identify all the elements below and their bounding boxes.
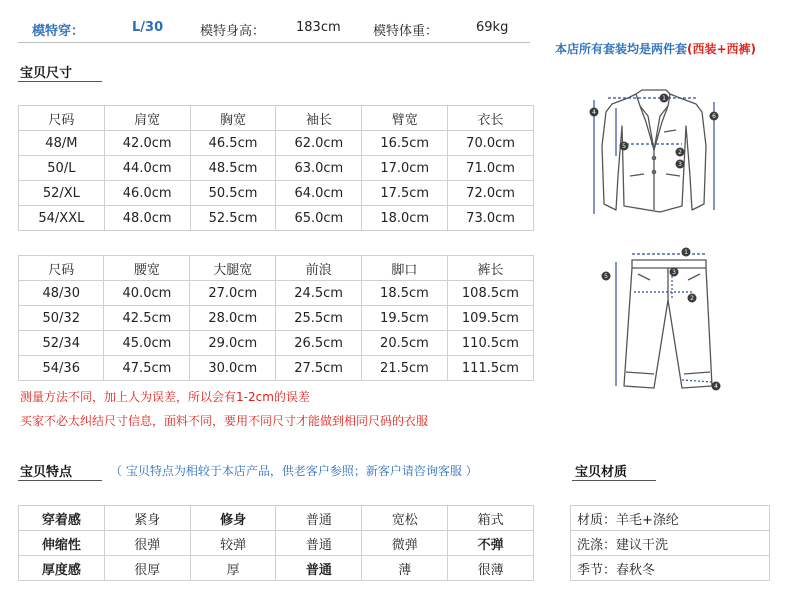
model-wear-label: 模特穿： [32, 24, 85, 39]
pants-marker-1: 1 [684, 249, 688, 256]
table-cell: 50.5cm [190, 181, 276, 206]
table-cell: 18.0cm [362, 206, 448, 231]
table-cell: 62.0cm [276, 131, 362, 156]
material-cell: 季节：春秋冬 [571, 556, 770, 581]
material-cell: 洗涤：建议干洗 [571, 531, 770, 556]
feature-option: 宽松 [362, 506, 448, 531]
table-cell: 48/M [19, 131, 105, 156]
table-cell: 64.0cm [276, 181, 362, 206]
header-cell: 胸宽 [190, 106, 276, 131]
features-section-title: 宝贝特点 [20, 465, 73, 480]
header-cell: 臂宽 [362, 106, 448, 131]
table-cell: 50/L [19, 156, 105, 181]
table-cell: 27.0cm [190, 281, 276, 306]
model-weight-label: 模特体重： [373, 24, 439, 39]
jacket-row [19, 181, 534, 206]
material-cell: 材质：羊毛+涤纶 [571, 506, 770, 531]
feature-label: 厚度感 [19, 556, 105, 581]
jacket-marker-6: 6 [712, 113, 716, 120]
jacket-marker-1: 1 [662, 95, 666, 102]
feature-option: 不弹 [448, 531, 534, 556]
jacket-row [19, 156, 534, 181]
trousers-diagram [594, 240, 730, 396]
table-cell: 26.5cm [276, 331, 362, 356]
pants-row [19, 281, 534, 306]
jacket-marker-3: 3 [678, 161, 682, 168]
header-cell: 裤长 [447, 256, 533, 281]
table-cell: 65.0cm [276, 206, 362, 231]
feature-option: 普通 [276, 506, 362, 531]
table-cell: 44.0cm [104, 156, 190, 181]
pants-marker-4: 4 [714, 383, 718, 390]
feature-option: 箱式 [448, 506, 534, 531]
table-cell: 71.0cm [448, 156, 534, 181]
pants-row-header [19, 256, 534, 281]
header-cell: 袖长 [276, 106, 362, 131]
model-height-label: 模特身高： [200, 24, 266, 39]
header-cell: 腰宽 [104, 256, 190, 281]
table-cell: 46.5cm [190, 131, 276, 156]
pants-marker-2: 2 [690, 295, 694, 302]
pants-marker-5: 5 [604, 273, 608, 280]
feature-option: 普通 [276, 531, 362, 556]
pants-row [19, 331, 534, 356]
feature-option: 薄 [362, 556, 448, 581]
feature-option: 紧身 [104, 506, 190, 531]
table-cell: 20.5cm [362, 331, 448, 356]
table-cell: 27.5cm [276, 356, 362, 381]
model-info-bar [18, 14, 530, 43]
table-cell: 52/34 [19, 331, 104, 356]
table-cell: 45.0cm [104, 331, 190, 356]
features-note: （ 宝贝特点为相较于本店产品，供老客户参照；新客户请咨询客服 ） [110, 464, 478, 478]
jacket-row [19, 131, 534, 156]
measure-warning-1: 测量方法不同，加上人为误差，所以会有1-2cm的误差 [20, 390, 310, 404]
header-cell: 尺码 [19, 106, 105, 131]
table-cell: 47.5cm [104, 356, 190, 381]
size-section-underline [18, 81, 102, 82]
material-table [570, 505, 770, 581]
table-cell: 52/XL [19, 181, 105, 206]
jacket-marker-5: 5 [622, 143, 626, 150]
feature-label: 伸缩性 [19, 531, 105, 556]
jacket-size-table [18, 105, 534, 231]
size-section-title: 宝贝尺寸 [20, 66, 73, 81]
table-cell: 52.5cm [190, 206, 276, 231]
feature-option: 修身 [190, 506, 276, 531]
feature-row [19, 506, 534, 531]
header-cell: 前浪 [276, 256, 362, 281]
suit-jacket-diagram [578, 86, 728, 234]
material-row [571, 506, 770, 531]
feature-option: 很弹 [104, 531, 190, 556]
jacket-marker-4: 4 [592, 109, 596, 116]
model-height-value: 183cm [296, 20, 341, 35]
table-cell: 40.0cm [104, 281, 190, 306]
table-cell: 48.0cm [104, 206, 190, 231]
features-section-underline [18, 480, 102, 481]
feature-label: 穿着感 [19, 506, 105, 531]
header-cell: 大腿宽 [190, 256, 276, 281]
material-section-underline [572, 480, 656, 481]
two-piece-notice [555, 40, 756, 57]
table-cell: 46.0cm [104, 181, 190, 206]
table-cell: 111.5cm [447, 356, 533, 381]
jacket-row [19, 206, 534, 231]
table-cell: 110.5cm [447, 331, 533, 356]
pants-marker-3: 3 [672, 269, 676, 276]
pants-row [19, 356, 534, 381]
measure-warning-2: 买家不必太纠结尺寸信息，面料不同，要用不同尺寸才能做到相同尺码的衣服 [20, 414, 429, 428]
features-table [18, 505, 534, 581]
feature-option: 很厚 [104, 556, 190, 581]
table-cell: 54/36 [19, 356, 104, 381]
feature-option: 很薄 [448, 556, 534, 581]
table-cell: 18.5cm [362, 281, 448, 306]
table-cell: 21.5cm [362, 356, 448, 381]
header-cell: 尺码 [19, 256, 104, 281]
feature-option: 较弹 [190, 531, 276, 556]
table-cell: 16.5cm [362, 131, 448, 156]
notice-highlight: (西装+西裤) [687, 42, 757, 56]
table-cell: 109.5cm [447, 306, 533, 331]
jacket-row-header [19, 106, 534, 131]
model-wear-value: L/30 [132, 20, 164, 35]
table-cell: 73.0cm [448, 206, 534, 231]
table-cell: 72.0cm [448, 181, 534, 206]
feature-option: 微弹 [362, 531, 448, 556]
notice-text: 本店所有套装均是两件套 [555, 42, 688, 56]
table-cell: 30.0cm [190, 356, 276, 381]
header-cell: 肩宽 [104, 106, 190, 131]
table-cell: 42.5cm [104, 306, 190, 331]
table-cell: 48/30 [19, 281, 104, 306]
table-cell: 48.5cm [190, 156, 276, 181]
table-cell: 17.0cm [362, 156, 448, 181]
feature-option: 厚 [190, 556, 276, 581]
table-cell: 28.0cm [190, 306, 276, 331]
jacket-marker-2: 2 [678, 149, 682, 156]
model-weight-value: 69kg [476, 20, 509, 35]
table-cell: 63.0cm [276, 156, 362, 181]
pants-size-table [18, 255, 534, 381]
table-cell: 50/32 [19, 306, 104, 331]
table-cell: 17.5cm [362, 181, 448, 206]
feature-option: 普通 [276, 556, 362, 581]
table-cell: 42.0cm [104, 131, 190, 156]
table-cell: 25.5cm [276, 306, 362, 331]
pants-row [19, 306, 534, 331]
table-cell: 70.0cm [448, 131, 534, 156]
header-cell: 衣长 [448, 106, 534, 131]
material-section-title: 宝贝材质 [575, 465, 628, 480]
material-row [571, 556, 770, 581]
table-cell: 19.5cm [362, 306, 448, 331]
table-cell: 24.5cm [276, 281, 362, 306]
material-row [571, 531, 770, 556]
feature-row [19, 556, 534, 581]
table-cell: 54/XXL [19, 206, 105, 231]
table-cell: 29.0cm [190, 331, 276, 356]
table-cell: 108.5cm [447, 281, 533, 306]
feature-row [19, 531, 534, 556]
header-cell: 脚口 [362, 256, 448, 281]
